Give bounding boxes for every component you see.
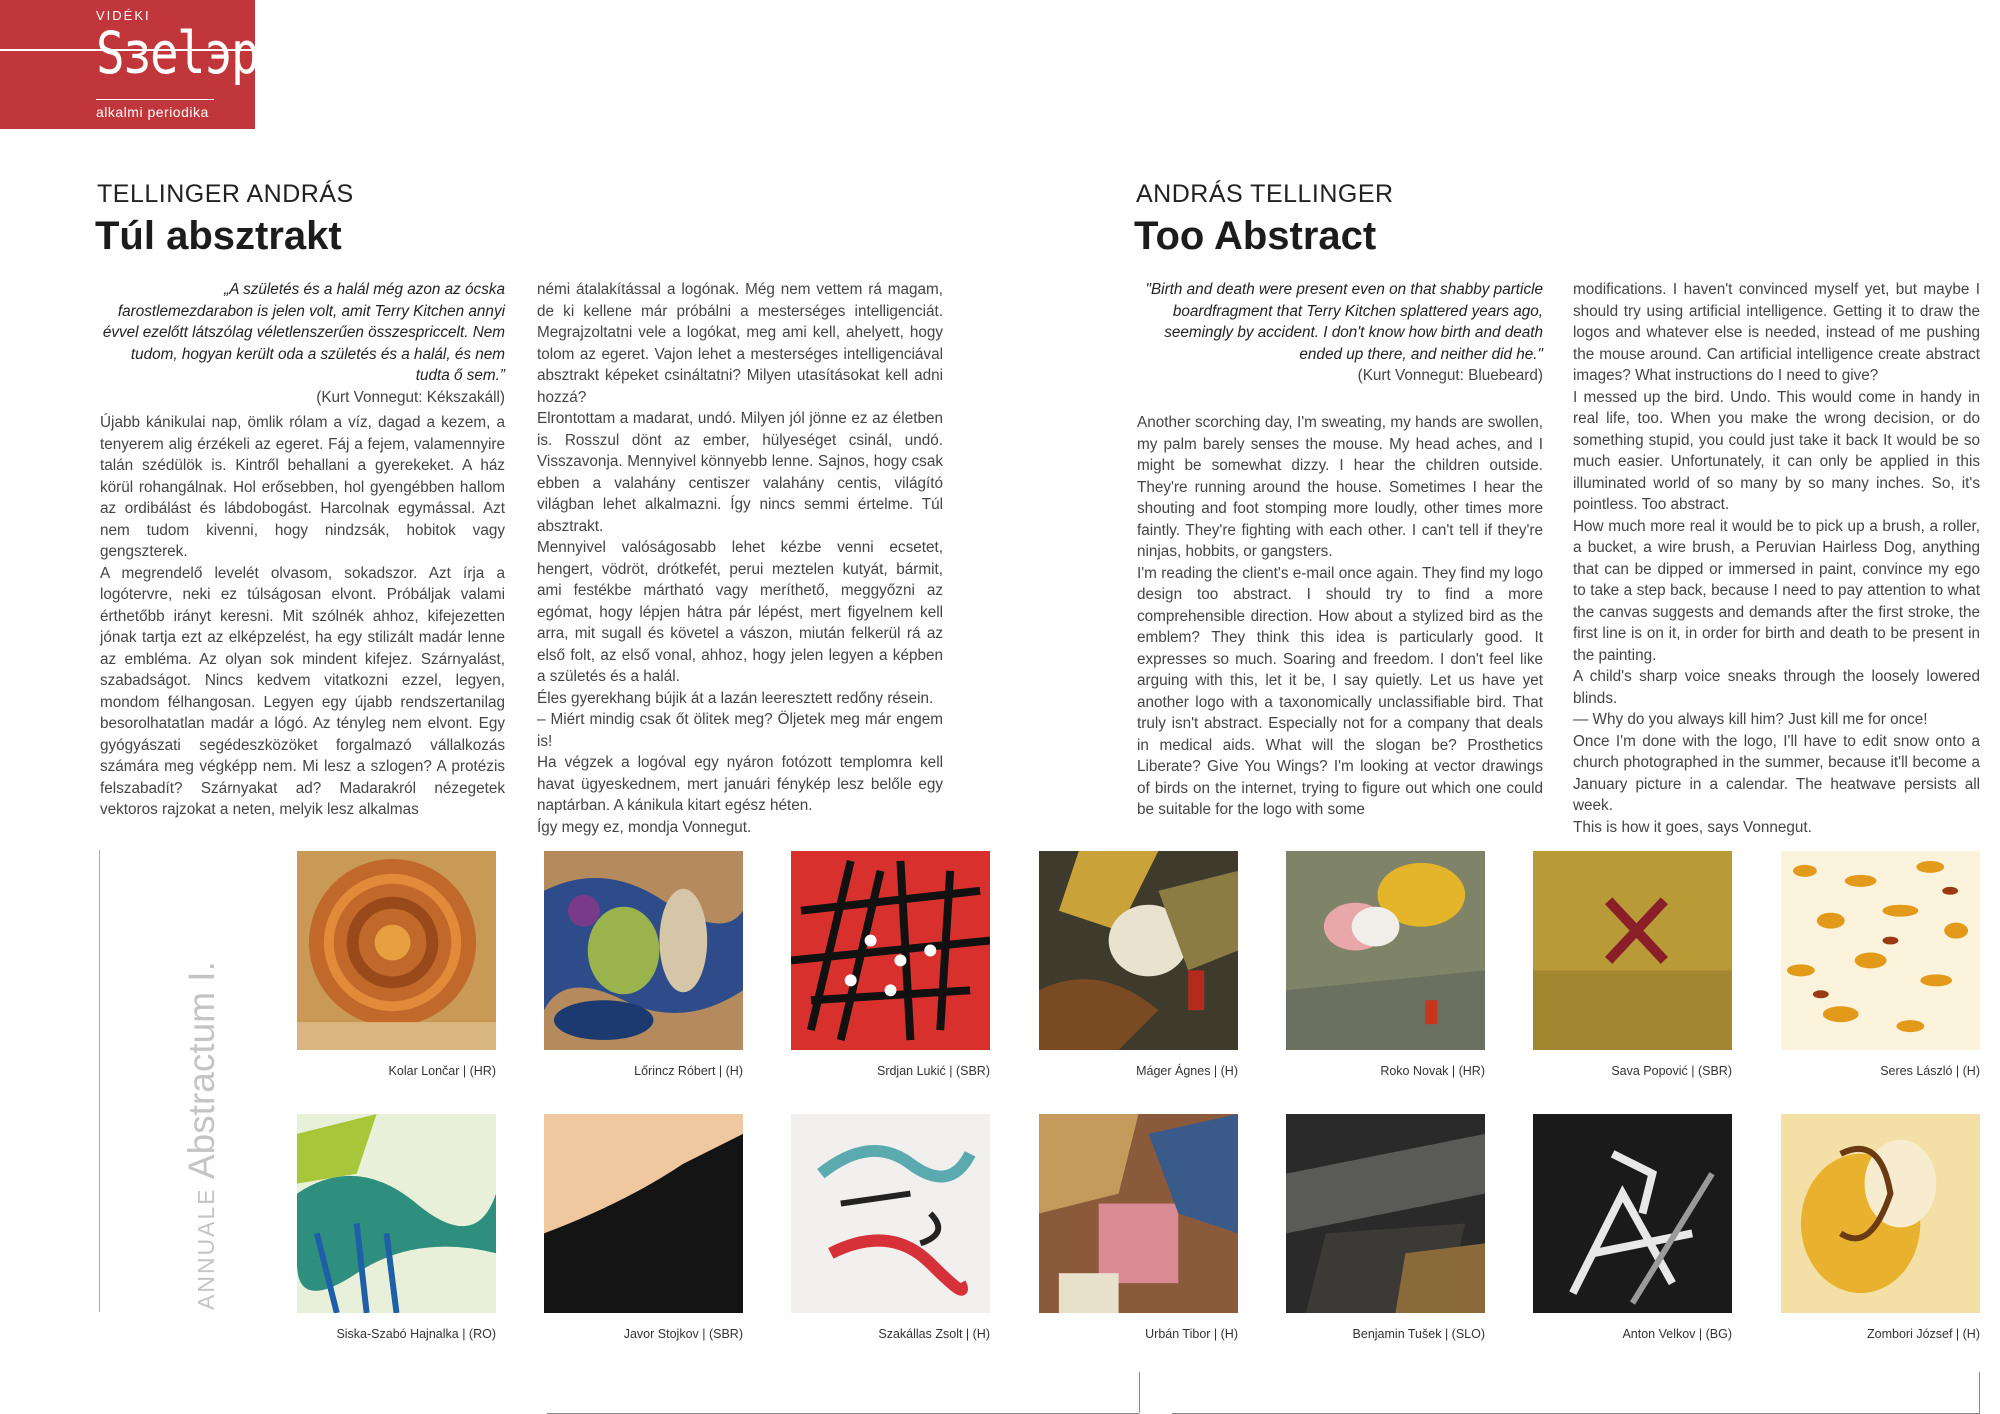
hu-author: TELLINGER ANDRÁS bbox=[97, 180, 354, 208]
en-column-1 bbox=[1137, 412, 1543, 821]
artwork-image bbox=[1286, 1114, 1485, 1313]
artist-caption: Lőrincz Róbert | (H) bbox=[634, 1064, 743, 1078]
en-author: ANDRÁS TELLINGER bbox=[1136, 180, 1394, 208]
paragraph: — Why do you always kill him? Just kill me for once! bbox=[1573, 711, 1928, 728]
hu-column-2 bbox=[537, 279, 943, 838]
artist-caption: Siska-Szabó Hajnalka | (RO) bbox=[336, 1327, 496, 1341]
magazine-logo bbox=[0, 0, 258, 129]
artwork-thumb bbox=[1781, 851, 1980, 1050]
paragraph: modifications. I haven't convinced myself yet, but maybe I should try using artificial intelligence. Getting it to draw the logos and whatever else is needed, instead of me pushing the mouse around. Can artificial intelligence create abstract images? What instructions do I need to give? bbox=[1573, 281, 1980, 384]
artwork-image bbox=[791, 851, 990, 1050]
artwork-image bbox=[1039, 851, 1238, 1050]
artwork-image bbox=[1533, 851, 1732, 1050]
en-title: Too Abstract bbox=[1134, 214, 1377, 258]
artwork-image bbox=[791, 1114, 990, 1313]
paragraph: I'm reading the client's e-mail once again. They find my logo design too abstract. I should try to find a more comprehensible direction. How about a stylized bird as the emblem? They think this idea is particularly good. It expresses so much. Soaring and freedom. I don't feel like arguing with this, let it be, I say quietly. Let us have yet another logo with a taxonomically unclassifiable bird. That truly isn't abstract. Especially not for a company that deals in medical aids. What will the slogan be? Prosthetics Liberate? Give You Wings? I'm looking at vector drawings of birds on the internet, trying to figure out which one could be suitable for the logo with some bbox=[1137, 564, 1543, 818]
en-quote: "Birth and death were present even on that shabby particle boardfragment that Terry Kitchen splattered years ago, seemingly by accident. I don't know how birth and death ended up there, and neither did he." bbox=[1145, 281, 1543, 363]
hu-quote-source: (Kurt Vonnegut: Kékszakáll) bbox=[316, 388, 505, 406]
paragraph: Another scorching day, I'm sweating, my hands are swollen, my palm barely senses the mouse. My head aches, and I might be somewhat dizzy. I hear the children outside. They're running around the house. Sometimes I hear the shouting and foot stomping more loudly, other times more faintly. They're fighting with each other. I can't tell if they're ninjas, hobbits, or gangsters. bbox=[1137, 414, 1543, 560]
artwork-thumb bbox=[1533, 851, 1732, 1050]
gallery-label-small: ANNUALE bbox=[193, 1187, 219, 1310]
artist-caption: Zombori József | (H) bbox=[1867, 1327, 1980, 1341]
hu-quote: „A születés és a halál még azon az ócska farostlemezdarabon is jelen volt, amit Terry Kitchen annyi évvel ezelőtt látszólag véletlenszerűen összespriccelt. Nem tudom, hogyan került oda a születés és a halál, és nem tudta ő sem.” bbox=[102, 281, 505, 384]
paragraph: Mennyivel valóságosabb lehet kézbe venni ecsetet, hengert, vödröt, drótkefét, perui meztelen kutyát, bármit, ami festékbe mártható vagy meríthető, meggyőzni az egómat, hogy lépjen hátra pár lépést, mert figyelnem kell arra, mit sugall és követel a vászon, miután felkerül rá az első folt, az első vonal, ahhoz, hogy jelen legyen a képben a születés és a halál. bbox=[537, 539, 943, 685]
paragraph: Once I'm done with the logo, I'll have to edit snow onto a church photographed in the summer, because it'll become a January picture in a calendar. The heatwave persists all week. bbox=[1573, 732, 1980, 814]
en-quote-block bbox=[1137, 279, 1543, 387]
artwork-thumb bbox=[791, 851, 990, 1050]
artist-caption: Urbán Tibor | (H) bbox=[1145, 1327, 1238, 1341]
bottom-rule-tick bbox=[1139, 1372, 1140, 1413]
en-quote-source: (Kurt Vonnegut: Bluebeard) bbox=[1357, 367, 1543, 384]
paragraph: How much more real it would be to pick up a brush, a roller, a bucket, a wire brush, a Peruvian Hairless Dog, anything that can be dipped or immersed in paint, convince my ego to take a step back, because I need to pay attention to what the canvas suggests and demands after the first stroke, the first line is on it, in order for birth and death to be present in the painting. bbox=[1573, 517, 1980, 664]
artwork-thumb bbox=[1039, 851, 1238, 1050]
artwork-image bbox=[297, 1114, 496, 1313]
paragraph: – Miért mindig csak őt ölitek meg? Öljetek meg már engem is! bbox=[537, 711, 943, 750]
artwork-thumb bbox=[297, 851, 496, 1050]
paragraph: I messed up the bird. Undo. This would come in handy in real life, too. When you make the wrong decision, or do something stupid, you could just take it back It would be so much easier. Unfortunately, it can only be applied in this illuminated world of so many by so many inches. So, it's pointless. Too abstract. bbox=[1573, 388, 1980, 513]
artwork-thumb bbox=[1286, 851, 1485, 1050]
artwork-thumb bbox=[297, 1114, 496, 1313]
artwork-thumb bbox=[544, 1114, 743, 1313]
artwork-image bbox=[544, 1114, 743, 1313]
artist-caption: Roko Novak | (HR) bbox=[1380, 1064, 1485, 1078]
paragraph: A child's sharp voice sneaks through the loosely lowered blinds. bbox=[1573, 668, 1980, 707]
gallery-label bbox=[181, 860, 222, 1310]
paragraph: Elrontottam a madarat, undó. Milyen jól jönne ez az életben is. Rosszul dönt az ember, hülyeséget csinál, undó. Visszavonja. Mennyivel könnyebb lenne. Sajnos, hogy csak ebben a valahány centiszer valahány centis, világító világban lehet alkalmazni. Így nincs semmi értelme. Túl absztrakt. bbox=[537, 410, 943, 535]
artwork-thumb bbox=[791, 1114, 990, 1313]
artist-caption: Kolar Lončar | (HR) bbox=[388, 1064, 496, 1078]
artist-caption: Sava Popović | (SBR) bbox=[1611, 1064, 1732, 1078]
bottom-rule-tick bbox=[1979, 1372, 1980, 1413]
artist-caption: Máger Ágnes | (H) bbox=[1136, 1064, 1238, 1078]
artwork-thumb bbox=[1533, 1114, 1732, 1313]
paragraph: némi átalakítással a logónak. Még nem vettem rá magam, de ki kellene már próbálni a mesterséges intelligenciát. Megrajzoltatni vele a logókat, meg ami kell, ahelyett, hogy tolom az egeret. Vajon lehet a mesterséges intelligenciával absztrakt képeket csináltatni? Milyen utasításokat kell adni hozzá? bbox=[537, 281, 943, 406]
hu-quote-block bbox=[100, 279, 505, 408]
paragraph: A megrendelő levelét olvasom, sokadszor. Azt írja a logótervre, neki ez túlságosan elvont. Próbáljak valami érthetőbb irányt keresni. Mit szólnék ahhoz, kifejezetten jónak tartja ezt az elképzelést, ha egy stilizált madár lenne az embléma. Az olyan sok mindent kifejez. Szárnyalást, szabadságot. Nincs kedvem vitatkozni ezzel, legyen, mondom félhangosan. Legyen egy újabb rendszertanilag besorolhatatlan madár a lógó. Az tényleg nem elvont. Egy gyógyászati segédeszközöket forgalmazó vállalkozás számára meg végképp nem. Mi lesz a szlogen? A protézis felszabadít? Szárnyakat ad? Madarakról nézegetek vektoros rajzokat a neten, melyik lesz alkalmas bbox=[100, 564, 505, 818]
artist-caption: Javor Stojkov | (SBR) bbox=[623, 1327, 743, 1341]
paragraph: Így megy ez, mondja Vonnegut. bbox=[537, 818, 752, 836]
artwork-image bbox=[1781, 851, 1980, 1050]
artwork-image bbox=[1781, 1114, 1980, 1313]
paragraph: This is how it goes, says Vonnegut. bbox=[1573, 818, 1812, 836]
logo-top-text: VIDÉKI bbox=[96, 8, 151, 23]
paragraph: Éles gyerekhang bújik át a lazán leeresztett redőny résein. bbox=[537, 689, 934, 707]
logo-rule-small bbox=[96, 99, 214, 100]
artwork-thumb bbox=[544, 851, 743, 1050]
gallery-divider bbox=[99, 850, 100, 1312]
en-column-2 bbox=[1573, 279, 1980, 838]
artist-caption: Anton Velkov | (BG) bbox=[1622, 1327, 1732, 1341]
artist-caption: Szakállas Zsolt | (H) bbox=[878, 1327, 990, 1341]
artwork-image bbox=[1039, 1114, 1238, 1313]
artist-caption: Srdjan Lukić | (SBR) bbox=[876, 1064, 990, 1078]
artwork-image bbox=[1533, 1114, 1732, 1313]
paragraph: Újabb kánikulai nap, ömlik rólam a víz, dagad a kezem, a tenyerem alig érzékeli az egeret. Fáj a fejem, valamennyire talán szédülök is. Kintről behallani a gyerekeket. A ház körül rohangálnak. Hol erősebben, hol gyengébben hallom az ordibálást és lábdobogást. Harcolnak egymással. Azt nem tudom kivenni, hogy nindzsák, hobitok vagy gengszterek. bbox=[100, 414, 505, 560]
paragraph: Ha végzek a logóval egy nyáron fotózott templomra kell havat ügyeskednem, mert januári fénykép lesz belőle egy naptárban. A kánikula kitart egész héten. bbox=[537, 754, 943, 814]
logo-subtitle: alkalmi periodika bbox=[96, 104, 209, 120]
logo-name: Sзelэp bbox=[96, 19, 258, 87]
artist-caption: Benjamin Tušek | (SLO) bbox=[1352, 1327, 1485, 1341]
artwork-image bbox=[544, 851, 743, 1050]
gallery-label-big: Abstractum I. bbox=[181, 961, 222, 1180]
artwork-image bbox=[297, 851, 496, 1050]
artwork-thumb bbox=[1286, 1114, 1485, 1313]
hu-title: Túl absztrakt bbox=[95, 214, 342, 258]
artwork-image bbox=[1286, 851, 1485, 1050]
artwork-thumb bbox=[1039, 1114, 1238, 1313]
artwork-thumb bbox=[1781, 1114, 1980, 1313]
hu-column-1 bbox=[100, 412, 505, 821]
artist-caption: Seres László | (H) bbox=[1880, 1064, 1980, 1078]
